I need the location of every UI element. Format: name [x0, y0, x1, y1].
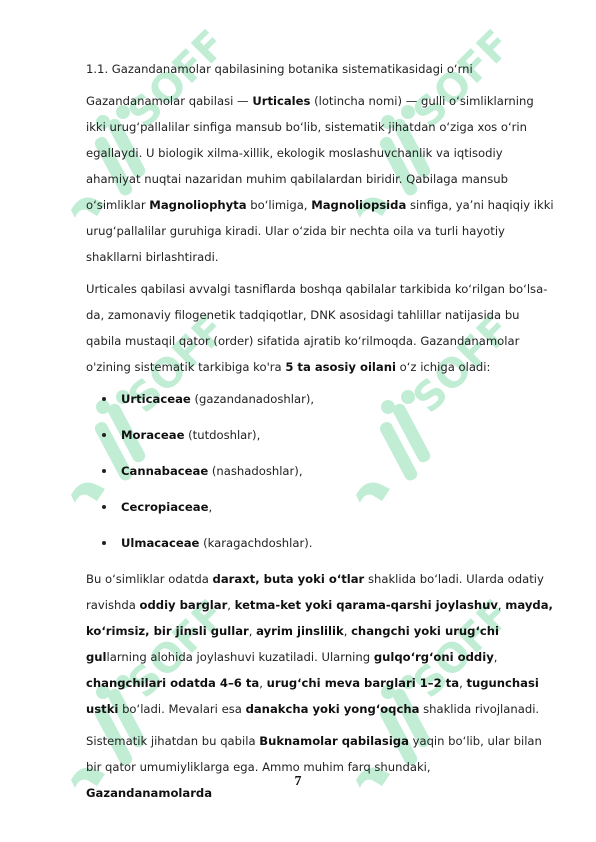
list-item: Cannabaceae (nashadoshlar),	[86, 458, 556, 494]
term-magnoliopsida: Magnoliopsida	[311, 198, 407, 212]
list-item: Urticaceae (gazandanadoshlar),	[86, 386, 556, 422]
term-five-families: 5 ta asosiy oilani	[285, 360, 396, 374]
family-list	[86, 386, 556, 566]
paragraph-intro: Gazandanamolar qabilasi — Urticales (lotincha nomi) — gulli o‘simliklarning ikki urug‘pallalilar sinfiga mansub bo‘lib, sistematik jihatdan o‘ziga xos o‘rin egallaydi. U biologik xilma-xillik, ekologik moslashuvchanlik va iqtisodiy ahamiyat nuqtai nazaridan muhim qabilalardan biridir. Qabilaga mansub o‘simliklar Magnoliophyta bo‘limiga, Magnoliopsida sinfiga, ya’ni haqiqiy ikki urug‘pallalilar guruhiga kiradi. Ular o‘zida bir nechta oila va turli hayotiy shakllarni birlashtiradi.	[86, 94, 554, 264]
paragraph-relation: Sistematik jihatdan bu qabila Buknamolar qabilasiga yaqin bo‘lib, ular bilan bir qator umumiyliklarga ega. Ammo muhim farq shundaki, Gazandanamolarda	[86, 734, 542, 800]
bullet-icon	[102, 397, 106, 401]
paragraph-morphology: Bu o‘simliklar odatda daraxt, buta yoki o‘tlar shaklida bo‘ladi. Ularda odatiy ravishda oddiy barglar, ketma-ket yoki qarama-qarshi joylashuv, mayda, ko‘rimsiz, bir jinsli gullar, ayrim jinslilik, changchi yoki urug‘chi gullarning alohida joylashuvi kuzatiladi. Ularning gulqo‘rg‘oni oddiy, changchilari odatda 4–6 ta, urug‘chi meva barglari 1–2 ta, tugunchasi ustki bo‘ladi. Mevalari esa danakcha yoki yong‘oqcha shaklida rivojlanadi.	[86, 572, 553, 716]
section-heading: 1.1. Gazandanamolar qabilasining botanika sistematikasidagi o‘rni	[86, 62, 473, 76]
page-content	[86, 56, 556, 812]
list-item: Moraceae (tutdoshlar),	[86, 422, 556, 458]
bullet-icon	[102, 469, 106, 473]
term-urticales: Urticales	[252, 94, 311, 108]
list-item: Ulmacaceae (karagachdoshlar).	[86, 530, 556, 566]
bullet-icon	[102, 541, 106, 545]
paragraph-classification: Urticales qabilasi avvalgi tasniflarda boshqa qabilalar tarkibida ko‘rilgan bo‘lsa-da, zamonaviy filogenetik tadqiqotlar, DNK asosidagi tahlillar natijasida bu qabila mustaqil qator (order) sifatida ajratib ko‘rilmoqda. Gazandanamolar o'zining sistematik tarkibiga ko'ra 5 ta asosiy oilani o‘z ichiga oladi:	[86, 282, 548, 374]
bullet-icon	[102, 505, 106, 509]
term-magnoliophyta: Magnoliophyta	[149, 198, 247, 212]
bullet-icon	[102, 433, 106, 437]
list-item: Cecropiaceae,	[86, 494, 556, 530]
page-number: 7	[294, 774, 302, 789]
